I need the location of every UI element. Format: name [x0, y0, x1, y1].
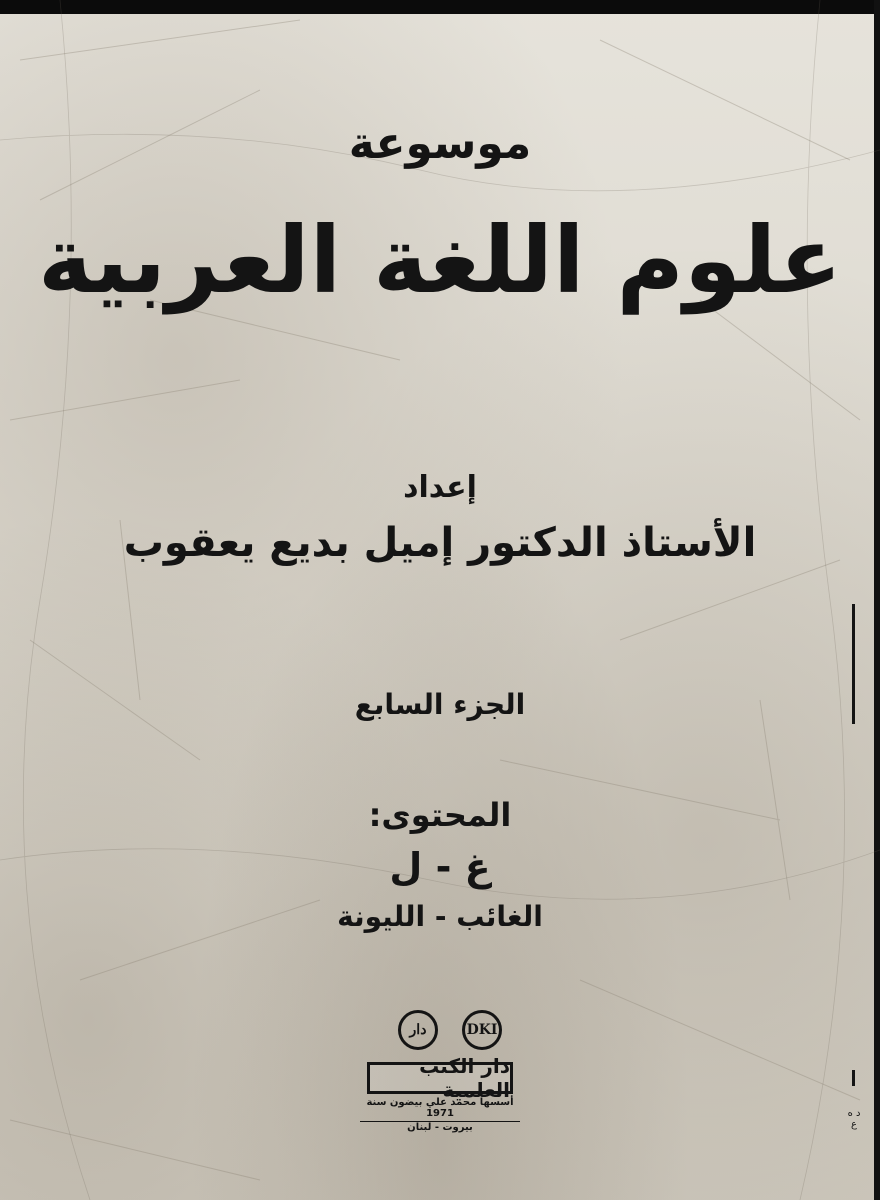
prepared-by-label: إعداد	[403, 470, 477, 505]
contents-words: الغائب - الليونة	[337, 900, 543, 933]
side-mark	[852, 604, 855, 724]
contents-label: المحتوى:	[368, 796, 512, 834]
publisher-seal-icon: دار	[398, 1010, 438, 1050]
author-name: الأستاذ الدكتور إميل بديع يعقوب	[123, 520, 757, 566]
publisher-name: دار الكتب العلمية	[367, 1062, 513, 1094]
publisher-city: بيروت - لبنان	[407, 1122, 473, 1133]
side-glyphs: د ه ع	[847, 1108, 861, 1130]
book-title: علوم اللغة العربية	[37, 207, 843, 314]
dki-logo-icon: DKI	[462, 1010, 502, 1050]
top-border	[0, 0, 880, 14]
publisher-founded: أسسها محمد علي بيضون سنة 1971	[360, 1097, 520, 1122]
volume-label: الجزء السابع	[354, 688, 526, 721]
publisher-logos	[0, 1010, 880, 1056]
contents-letters: غ - ل	[389, 845, 491, 889]
side-mark	[852, 1070, 855, 1086]
series-label: موسوعة	[348, 118, 532, 169]
